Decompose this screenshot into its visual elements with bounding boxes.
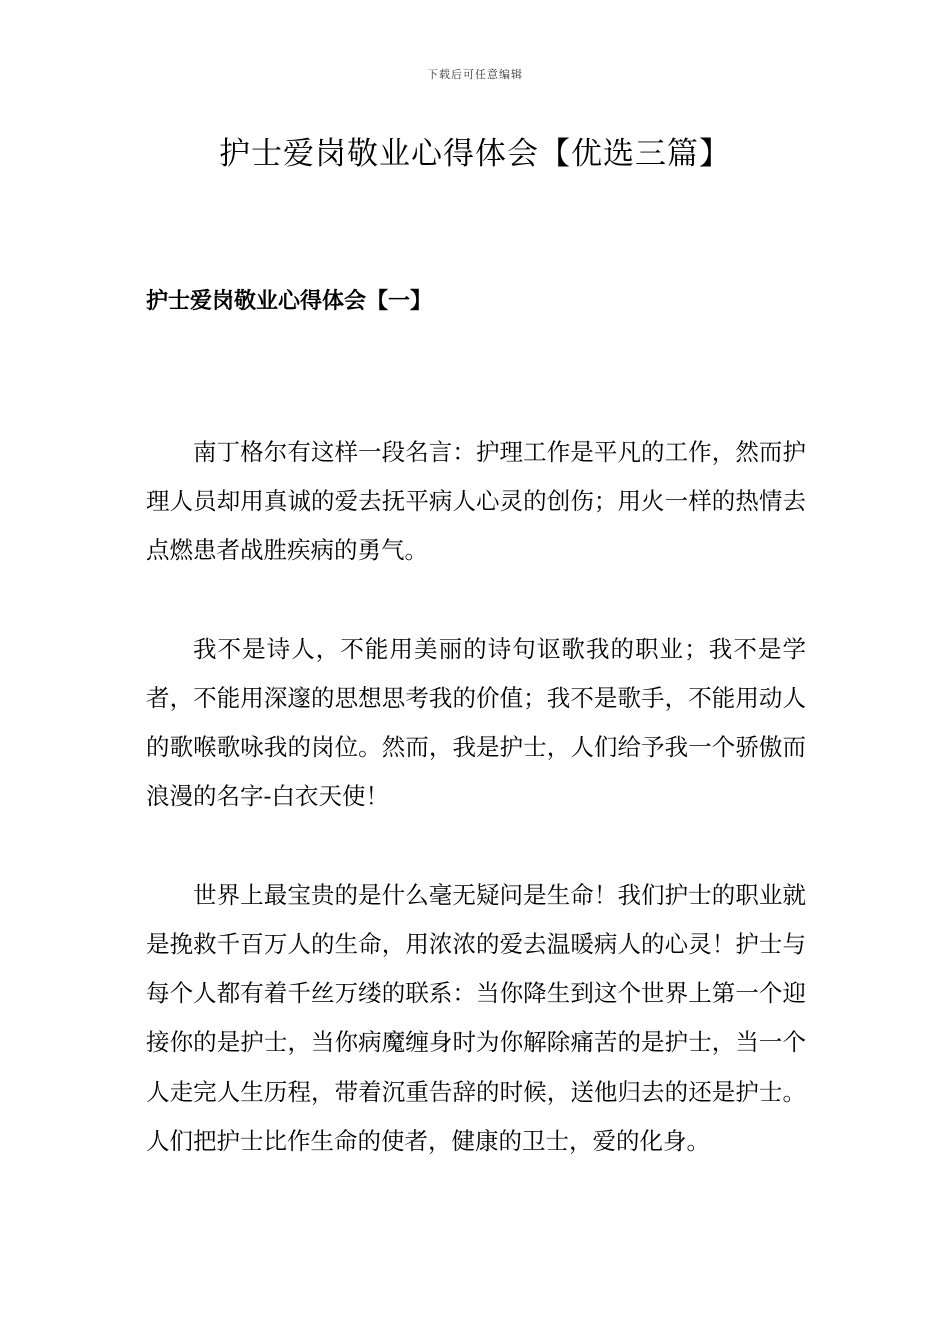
paragraph: 世界上最宝贵的是什么毫无疑问是生命！我们护士的职业就是挽救千百万人的生命，用浓浓的爱去温暖病人的心灵！护士与每个人都有着千丝万缕的联系：当你降生到这个世界上第一个迎接你的是护士，当你病魔缠身时为你解除痛苦的是护士，当一个人走完人生历程，带着沉重告辞的时候，送他归去的还是护士。人们把护士比作生命的使者，健康的卫士，爱的化身。 (146, 880, 806, 1155)
header-note: 下载后可任意编辑 (427, 68, 523, 81)
paragraph: 我不是诗人，不能用美丽的诗句讴歌我的职业；我不是学者，不能用深邃的思想思考我的价值；我不是歌手，不能用动人的歌喉歌咏我的岗位。然而，我是护士，人们给予我一个骄傲而浪漫的名字-白衣天使！ (146, 634, 806, 811)
section-heading: 护士爱岗敬业心得体会【一】 (146, 289, 433, 314)
document-body (146, 428, 806, 1215)
paragraph: 南丁格尔有这样一段名言：护理工作是平凡的工作，然而护理人员却用真诚的爱去抚平病人心灵的创伤；用火一样的热情去点燃患者战胜疾病的勇气。 (146, 438, 806, 565)
document-title: 护士爱岗敬业心得体会【优选三篇】 (219, 136, 731, 172)
